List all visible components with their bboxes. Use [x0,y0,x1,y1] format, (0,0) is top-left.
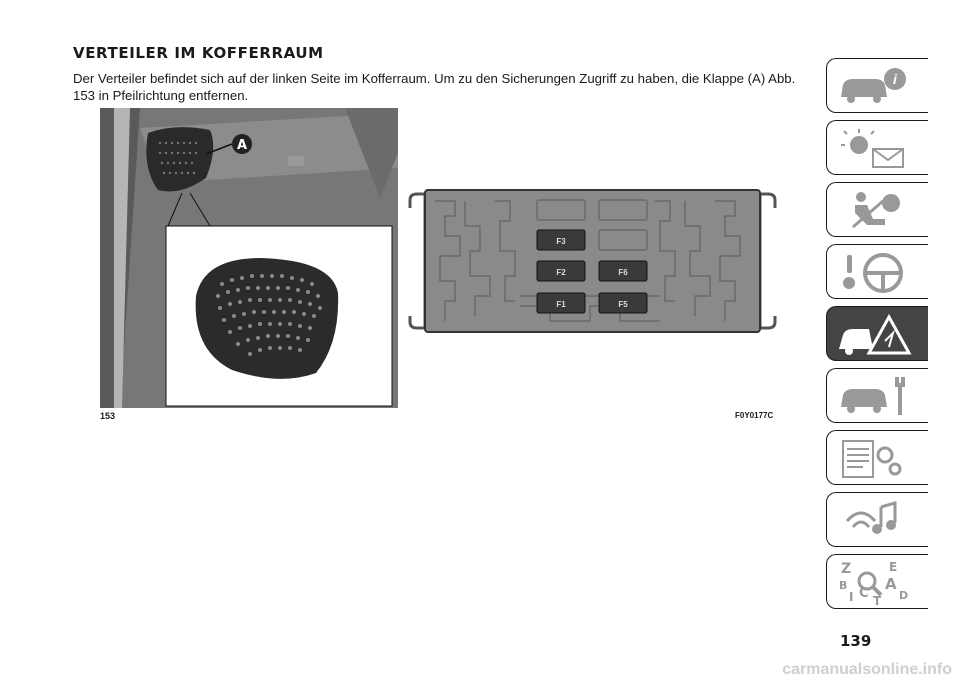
multimedia-icon [833,497,913,543]
svg-text:Z: Z [841,561,852,577]
tab-index[interactable] [826,554,928,609]
svg-text:i: i [893,71,897,87]
figure-code: F0Y0177C [735,411,774,420]
footer-watermark: carmanualsonline.info [782,661,952,678]
seat-airbag-icon [833,187,913,233]
svg-text:T: T [873,594,882,605]
svg-text:C: C [859,586,869,601]
page-number: 139 [840,632,872,650]
svg-text:A: A [885,575,897,593]
tab-steering-wheel[interactable] [826,244,928,299]
warning-lights-icon [833,125,913,171]
tab-emergency[interactable] [826,306,928,361]
fuse-f3: F3 [556,237,566,246]
tab-car-info[interactable] [826,58,928,113]
figure-153 [100,108,785,408]
emergency-triangle-icon [833,311,913,357]
fuse-f5: F5 [618,300,628,309]
steering-wheel-icon [833,249,913,295]
technical-data-icon [833,435,913,481]
tab-warning-lights[interactable] [826,120,928,175]
tab-maintenance[interactable] [826,368,928,423]
car-maintenance-icon [833,373,913,419]
svg-text:D: D [899,589,909,602]
tab-multimedia[interactable] [826,492,928,547]
index-icon [833,559,913,605]
section-text: Der Verteiler befindet sich auf der linken Seite im Kofferraum. Um zu den Sicherungen Zugriff zu haben, die Klappe (A) Abb. 153 in Pfeilrichtung entfernen. [73,71,796,103]
fuse-box-diagram [405,186,780,336]
tab-technical-data[interactable] [826,430,928,485]
car-info-icon [833,63,913,109]
fuse-f6: F6 [618,268,628,277]
fuse-f2: F2 [556,268,566,277]
svg-text:B: B [839,579,848,592]
svg-text:I: I [849,590,854,604]
callout-a: A [236,138,248,153]
section-heading: VERTEILER IM KOFFERRAUM [73,44,324,62]
tab-seat-airbag[interactable] [826,182,928,237]
figure-number: 153 [100,411,116,421]
fuse-f1: F1 [556,300,566,309]
trunk-photo [100,108,398,408]
svg-text:E: E [889,560,898,574]
